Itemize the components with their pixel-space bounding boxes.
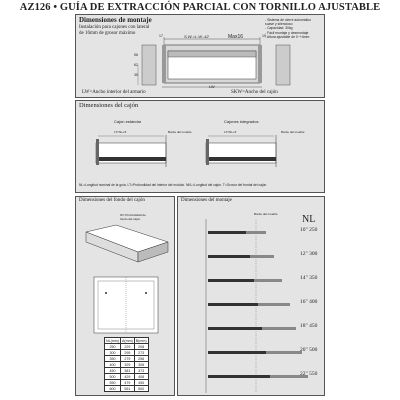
drawer-drawing — [76, 101, 326, 194]
nl-row-14: 14" 350 — [300, 275, 318, 281]
rail-row — [208, 231, 266, 234]
std-rear-label: Borde del mueble — [168, 130, 192, 134]
mounting-dim-2: 19 — [262, 34, 266, 38]
install-panel — [177, 196, 325, 396]
legend-skw: SKW=Ancho del cajón — [231, 90, 278, 95]
int-drawer-label: Cajones integrados — [224, 119, 259, 124]
int-rear-label: Borde del mueble — [281, 130, 305, 134]
mounting-heading: Dimensiones de montaje — [79, 16, 152, 24]
mounting-dim-1: 17 — [159, 34, 163, 38]
table-row: 550 479 455 — [105, 380, 149, 386]
install-nl-label: NL — [302, 214, 316, 225]
rail-row — [208, 279, 282, 282]
mounting-dim-4: 35 — [134, 73, 138, 77]
install-edge-label: Borde del mueble — [254, 212, 278, 216]
mounting-dim-5: 56 — [134, 53, 138, 57]
bottom-note-2: fondo del cajón — [120, 217, 141, 221]
bottom-heading: Dimensiones del fondo del cajón — [79, 198, 145, 203]
rail-row — [208, 351, 302, 354]
bottom-table: NL(mm) A(mm) B(mm) 250 229 208 300 295 273 350 279 258 400 329 308 450 381 373 500 429 408 550 479 455 600 551 500 — [106, 338, 147, 391]
nl-row-22: 22" 550 — [300, 371, 318, 377]
mounting-drawing — [76, 15, 326, 99]
table-row: 350 279 258 — [105, 356, 149, 362]
mounting-panel — [75, 14, 325, 98]
drawer-panel — [75, 100, 325, 193]
install-heading: Dimensiones del montaje — [181, 198, 232, 203]
mounting-max: Max16 — [228, 34, 244, 40]
nl-row-18: 18" 450 — [300, 323, 318, 329]
nl-row-16: 16" 400 — [300, 299, 318, 305]
nl-row-12: 12" 300 — [300, 251, 318, 257]
bottom-panel — [75, 196, 175, 396]
rail-row — [208, 327, 296, 330]
mounting-sub2: de 16mm de grosor máximo — [79, 31, 136, 36]
table-row: 250 229 208 — [105, 344, 149, 350]
table-row: 400 329 308 — [105, 362, 149, 368]
mounting-dim-3: 62 — [134, 63, 138, 67]
std-drawer-label: Cajón estándar — [114, 119, 142, 124]
nl-row-10: 10" 250 — [300, 227, 318, 233]
table-row: 500 429 408 — [105, 374, 149, 380]
table-row: 300 295 273 — [105, 350, 149, 356]
mounting-formula: S.W.=L.W.-42 — [184, 34, 209, 39]
std-dim: LT=NL+5 — [114, 130, 127, 134]
mounting-lw: LW — [209, 84, 215, 89]
mounting-bullets: - Sistema de cierre automático suave y silencioso - Capacidad: 30kg - Fácil montaje y desmontaje - Altura ajustable de 0~+4mm — [265, 18, 311, 39]
table-row: 600 551 500 — [105, 386, 149, 392]
page-title: AZ126 • GUÍA DE EXTRACCIÓN PARCIAL CON TORNILLO AJUSTABLE — [19, 2, 381, 13]
drawer-footnote: NL=Longitud nominal de la guía. LT=Profundidad del interior del módulo. NKL=Longitud del cajón. T=Grosor del frontal del cajón — [79, 183, 267, 187]
rail-row — [208, 375, 308, 378]
rail-row — [208, 303, 290, 306]
drawer-heading: Dimensiones del cajón — [79, 102, 139, 109]
bottom-note-1: W= Profundidad de — [120, 213, 146, 217]
mounting-sub1: Instalación para cajones con lateral — [79, 25, 150, 30]
rail-row — [208, 255, 274, 258]
legend-lw: LW=Ancho interior del armario — [82, 90, 146, 95]
nl-row-20: 20" 500 — [300, 347, 318, 353]
int-dim: LT=NL+5 — [224, 130, 237, 134]
table-row: 450 381 373 — [105, 368, 149, 374]
